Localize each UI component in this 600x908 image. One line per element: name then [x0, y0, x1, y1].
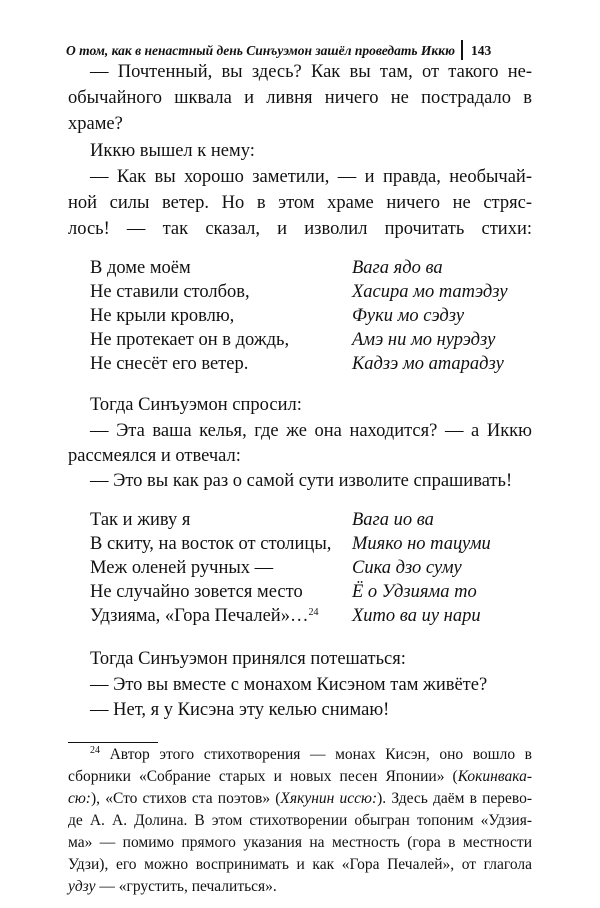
poem-ru: Не снесёт его ветер.: [90, 354, 249, 374]
footnote-italic: сю:: [68, 790, 91, 807]
footnote-line: де А. А. Долина. В этом стихотворении обыгран топоним «Удзия-: [68, 812, 532, 829]
poem-jp: Фуки мо сэдзу: [352, 306, 465, 326]
poem-jp: Вага ио ва: [352, 510, 434, 530]
body-line: лось! — так сказал, и изволил прочитать стихи:: [68, 219, 532, 239]
poem-jp: Кадзэ мо атарадзу: [352, 354, 504, 374]
poem-ru: В скиту, на восток от столицы,: [90, 534, 332, 554]
poem-ru: Не случайно зовется место: [90, 582, 303, 602]
poem-row: [90, 352, 540, 376]
poem-jp: Сика дзо суму: [352, 558, 462, 578]
body-line: — Это вы как раз о самой сути изволите спрашивать!: [90, 471, 513, 491]
poem-ru: Не ставили столбов,: [90, 282, 250, 302]
body-line: — Как вы хорошо заметили, — и правда, необычай-: [90, 167, 532, 187]
poem-jp: Мияко но тацуми: [352, 534, 491, 554]
footnote-line: [68, 744, 532, 766]
poem-jp: Вага ядо ва: [352, 258, 443, 278]
running-title: О том, как в ненастный день Синъуэмон зашёл проведать Иккю: [66, 43, 455, 58]
poem-jp: Хито ва иу нари: [352, 606, 481, 626]
poem-jp: Амэ ни мо нурэдзу: [352, 330, 496, 350]
footnote-text: — «грустить, печалиться».: [95, 878, 277, 895]
poem-jp: Хасира мо татэдзу: [352, 282, 508, 302]
body-line: — Нет, я у Кисэна эту келью снимаю!: [90, 700, 390, 720]
footnote-text: ), «Сто стихов ста поэтов» (: [90, 790, 281, 807]
body-line: — Это вы вместе с монахом Кисэном там живёте?: [90, 675, 488, 695]
poem-row: [90, 604, 540, 628]
body-line: храме?: [68, 114, 123, 134]
footnote-italic: Хякунин иссю:: [280, 790, 378, 807]
poem-ru: В доме моём: [90, 258, 191, 278]
page-number: 143: [470, 43, 492, 58]
footnote-ref[interactable]: 24: [308, 607, 319, 618]
body-line: Иккю вышел к нему:: [90, 141, 255, 161]
poem-row: [90, 532, 540, 556]
poem-row: [90, 580, 540, 604]
footnote-divider: [68, 742, 158, 743]
footnote-italic: удзу: [68, 878, 96, 895]
poem-row: [90, 280, 540, 304]
poem-row: [90, 508, 540, 532]
body-line: рассмеялся и отвечал:: [68, 446, 241, 466]
footnote-italic: Кокинвака-: [457, 768, 532, 785]
poem-ru: Удзияма, «Гора Печалей»…: [90, 606, 309, 626]
footnote-line: ма» — помимо прямого указания на местность (гора в местности: [68, 834, 532, 851]
poem-ru: Не крыли кровлю,: [90, 306, 235, 326]
footnote-line: [68, 788, 532, 810]
header-divider: [461, 40, 463, 60]
body-line: Тогда Синъуэмон спросил:: [90, 395, 302, 415]
body-line: — Почтенный, вы здесь? Как вы там, от такого не-: [90, 62, 532, 82]
body-line: ной силы ветер. Но в этом храме ничего не стряс-: [68, 193, 532, 213]
footnote-text: Автор этого стихотворения — монах Кисэн, оно вошло в: [109, 746, 533, 763]
footnote-text: ). Здесь даём в перево-: [377, 790, 532, 807]
poem-ru: Не протекает он в дождь,: [90, 330, 290, 350]
poem-row: [90, 328, 540, 352]
footnote-text: сборники «Собрание старых и новых песен Японии» (: [68, 768, 458, 785]
poem-2: [90, 508, 540, 628]
body-line: Тогда Синъуэмон принялся потешаться:: [90, 649, 406, 669]
running-header: [66, 40, 532, 60]
footnote-line: [68, 766, 532, 788]
footnote-line: [68, 876, 532, 898]
poem-ru: Так и живу я: [90, 510, 191, 530]
poem-1: [90, 256, 540, 376]
body-line: обычайного шквала и ливня ничего не пострадало в: [68, 88, 532, 108]
poem-row: [90, 556, 540, 580]
poem-row: [90, 256, 540, 280]
footnote-number: 24: [90, 745, 100, 756]
body-line: — Эта ваша келья, где же она находится? — а Иккю: [90, 421, 532, 441]
footnote-line: Удзи), его можно воспринимать и как «Гора Печалей», от глагола: [68, 856, 532, 873]
poem-ru: Меж оленей ручных —: [90, 558, 274, 578]
poem-row: [90, 304, 540, 328]
poem-jp: Ё о Удзияма то: [352, 582, 477, 602]
